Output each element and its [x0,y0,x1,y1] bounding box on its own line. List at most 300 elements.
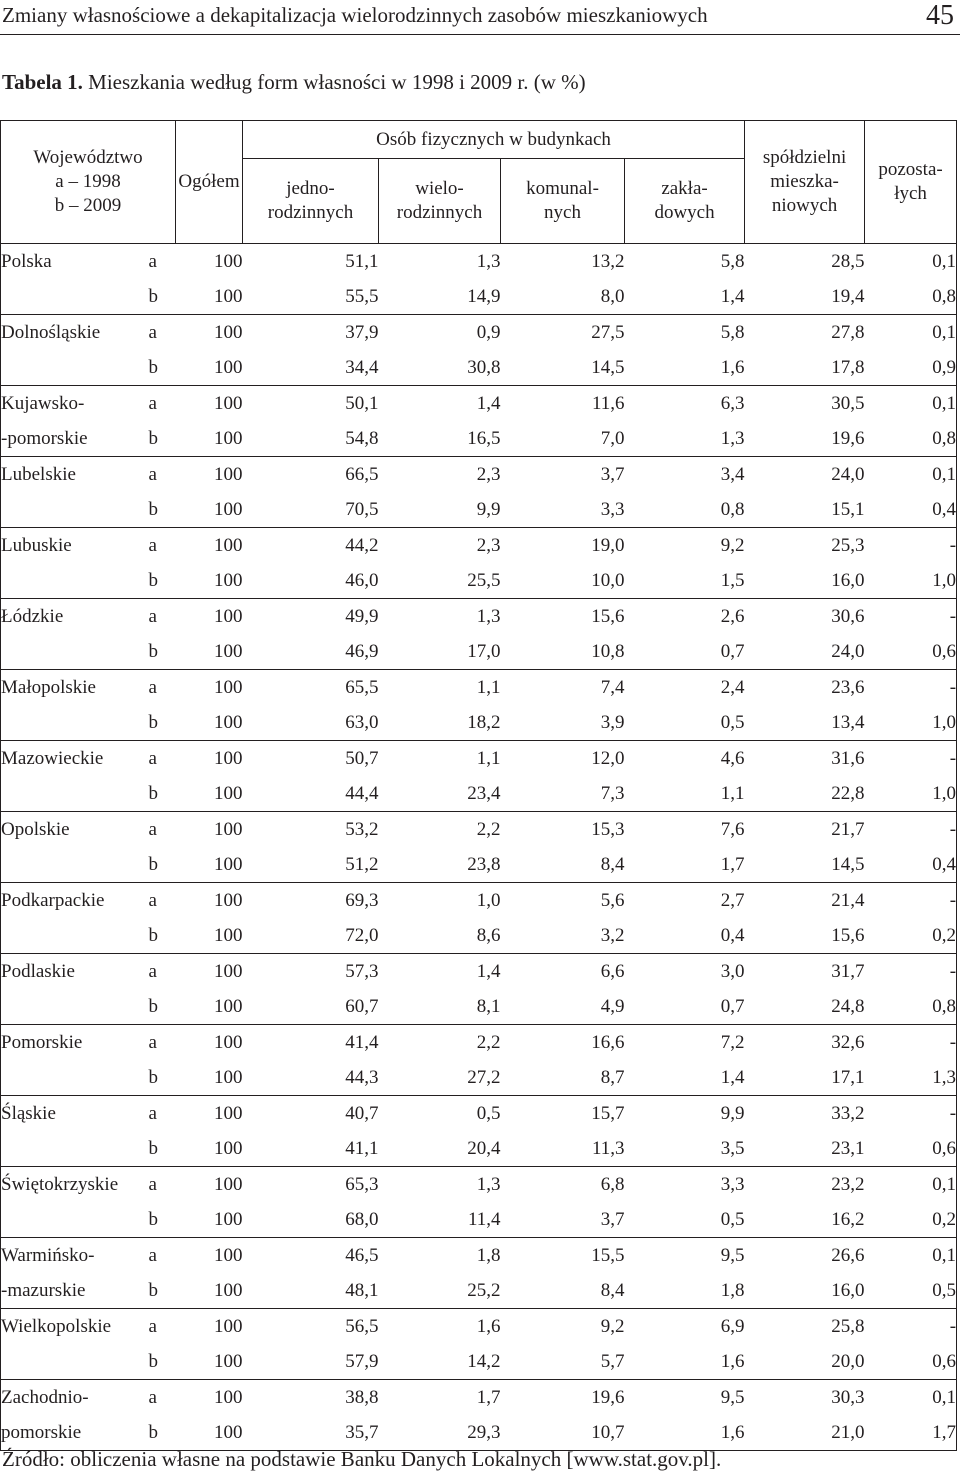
cell-zakladowych: 1,6 [625,1344,745,1380]
cell-pozostalych: 0,6 [865,1131,957,1167]
cell-spoldzielni: 16,0 [745,563,865,599]
cell-wielorodzinnych: 1,6 [379,1309,501,1345]
header-pozostalych-line1: pozosta- [878,159,943,180]
table-row [1,1380,957,1416]
cell-zakladowych: 1,8 [625,1273,745,1309]
cell-wielorodzinnych: 16,5 [379,421,501,457]
cell-pozostalych: 0,1 [865,1238,957,1274]
table-row [1,1273,957,1309]
cell-spoldzielni: 20,0 [745,1344,865,1380]
voivodeship-name [1,492,149,528]
row-label: a [149,1096,176,1132]
row-label: b [149,1060,176,1096]
cell-spoldzielni: 24,0 [745,457,865,493]
table-row [1,847,957,883]
cell-spoldzielni: 15,6 [745,918,865,954]
voivodeship-name [1,1060,149,1096]
cell-pozostalych: 0,1 [865,1167,957,1203]
row-label: a [149,1025,176,1061]
voivodeship-name: Zachodnio- [1,1380,149,1416]
cell-spoldzielni: 15,1 [745,492,865,528]
cell-komunalnych: 14,5 [501,350,625,386]
cell-zakladowych: 7,6 [625,812,745,848]
cell-ogolem: 100 [176,457,243,493]
header-wojewodztwo [1,121,176,244]
header-ogolem: Ogółem [176,121,243,244]
cell-jednorodzinnych: 70,5 [243,492,379,528]
page-header [0,0,960,36]
header-komunal-line1: komunal- [526,178,599,199]
cell-jednorodzinnych: 57,3 [243,954,379,990]
cell-komunalnych: 8,0 [501,279,625,315]
cell-pozostalych: 0,4 [865,492,957,528]
row-label: a [149,670,176,706]
header-spoldzielni-line3: niowych [771,195,838,216]
cell-wielorodzinnych: 23,8 [379,847,501,883]
cell-komunalnych: 8,7 [501,1060,625,1096]
cell-jednorodzinnych: 35,7 [243,1415,379,1451]
table-row [1,1131,957,1167]
cell-wielorodzinnych: 25,2 [379,1273,501,1309]
cell-komunalnych: 3,7 [501,1202,625,1238]
cell-komunalnych: 19,0 [501,528,625,564]
cell-ogolem: 100 [176,812,243,848]
voivodeship-name: Małopolskie [1,670,149,706]
row-label: b [149,634,176,670]
voivodeship-name: Podlaskie [1,954,149,990]
cell-jednorodzinnych: 37,9 [243,315,379,351]
cell-spoldzielni: 22,8 [745,776,865,812]
cell-wielorodzinnych: 8,1 [379,989,501,1025]
voivodeship-name: Warmińsko- [1,1238,149,1274]
cell-spoldzielni: 23,6 [745,670,865,706]
cell-pozostalych: - [865,954,957,990]
table-row [1,989,957,1025]
row-label: b [149,918,176,954]
cell-wielorodzinnych: 25,5 [379,563,501,599]
cell-pozostalych: 0,1 [865,457,957,493]
cell-ogolem: 100 [176,563,243,599]
cell-komunalnych: 19,6 [501,1380,625,1416]
row-label: a [149,599,176,635]
row-label: a [149,812,176,848]
header-pozostalych [865,121,957,244]
cell-komunalnych: 27,5 [501,315,625,351]
cell-spoldzielni: 25,8 [745,1309,865,1345]
table-row [1,1096,957,1132]
cell-wielorodzinnych: 8,6 [379,918,501,954]
cell-ogolem: 100 [176,528,243,564]
cell-zakladowych: 1,5 [625,563,745,599]
cell-wielorodzinnych: 1,4 [379,954,501,990]
voivodeship-name: Wielkopolskie [1,1309,149,1345]
cell-jednorodzinnych: 65,3 [243,1167,379,1203]
cell-jednorodzinnych: 72,0 [243,918,379,954]
cell-zakladowych: 3,4 [625,457,745,493]
cell-komunalnych: 3,9 [501,705,625,741]
row-label: b [149,776,176,812]
voivodeship-name [1,776,149,812]
cell-jednorodzinnych: 48,1 [243,1273,379,1309]
cell-zakladowych: 5,8 [625,244,745,280]
table-row [1,1202,957,1238]
cell-wielorodzinnych: 14,9 [379,279,501,315]
cell-zakladowych: 2,4 [625,670,745,706]
cell-ogolem: 100 [176,350,243,386]
cell-ogolem: 100 [176,1344,243,1380]
cell-wielorodzinnych: 1,0 [379,883,501,919]
page-number: 45 [926,0,954,31]
cell-wielorodzinnych: 11,4 [379,1202,501,1238]
row-label: a [149,1380,176,1416]
table-row [1,1060,957,1096]
cell-ogolem: 100 [176,1096,243,1132]
table-row [1,634,957,670]
cell-ogolem: 100 [176,989,243,1025]
cell-ogolem: 100 [176,1131,243,1167]
header-komunal-line2: nych [544,202,581,223]
row-label: a [149,954,176,990]
cell-ogolem: 100 [176,883,243,919]
table-row [1,244,957,280]
cell-ogolem: 100 [176,1202,243,1238]
table-row [1,776,957,812]
cell-zakladowych: 3,0 [625,954,745,990]
cell-pozostalych: - [865,599,957,635]
header-jedno-line2: rodzinnych [267,202,354,223]
cell-spoldzielni: 23,1 [745,1131,865,1167]
table-row [1,1167,957,1203]
header-osob-fizycznych: Osób fizycznych w budynkach [243,121,745,159]
row-label: b [149,1344,176,1380]
voivodeship-name [1,634,149,670]
cell-spoldzielni: 30,5 [745,386,865,422]
cell-komunalnych: 15,5 [501,1238,625,1274]
cell-jednorodzinnych: 44,4 [243,776,379,812]
cell-pozostalych: - [865,812,957,848]
source-note: Źródło: obliczenia własne na podstawie Banku Danych Lokalnych [www.stat.gov.pl]. [2,1447,722,1471]
cell-ogolem: 100 [176,1309,243,1345]
cell-spoldzielni: 17,1 [745,1060,865,1096]
cell-spoldzielni: 31,7 [745,954,865,990]
cell-pozostalych: - [865,741,957,777]
cell-wielorodzinnych: 0,9 [379,315,501,351]
cell-ogolem: 100 [176,634,243,670]
cell-jednorodzinnych: 34,4 [243,350,379,386]
table-row [1,563,957,599]
voivodeship-name: Polska [1,244,149,280]
cell-zakladowych: 3,3 [625,1167,745,1203]
cell-zakladowych: 1,6 [625,350,745,386]
cell-zakladowych: 0,8 [625,492,745,528]
cell-komunalnych: 10,7 [501,1415,625,1451]
cell-spoldzielni: 21,4 [745,883,865,919]
header-wojewodztwo-line2: a – 1998 [55,171,121,192]
table-row [1,918,957,954]
cell-zakladowych: 9,9 [625,1096,745,1132]
row-label: a [149,1238,176,1274]
cell-ogolem: 100 [176,1025,243,1061]
row-label: b [149,492,176,528]
cell-zakladowych: 3,5 [625,1131,745,1167]
cell-ogolem: 100 [176,244,243,280]
cell-komunalnych: 15,3 [501,812,625,848]
cell-jednorodzinnych: 46,5 [243,1238,379,1274]
cell-pozostalych: 0,9 [865,350,957,386]
row-label: b [149,705,176,741]
row-label: b [149,1415,176,1451]
table-row [1,350,957,386]
row-label: b [149,1131,176,1167]
cell-ogolem: 100 [176,1167,243,1203]
cell-wielorodzinnych: 1,1 [379,670,501,706]
row-label: b [149,1202,176,1238]
row-label: a [149,386,176,422]
header-zakladowych [625,159,745,244]
cell-spoldzielni: 19,4 [745,279,865,315]
cell-ogolem: 100 [176,1415,243,1451]
cell-komunalnych: 4,9 [501,989,625,1025]
table-row [1,812,957,848]
cell-komunalnych: 6,8 [501,1167,625,1203]
cell-wielorodzinnych: 18,2 [379,705,501,741]
cell-pozostalych: - [865,528,957,564]
cell-jednorodzinnych: 51,1 [243,244,379,280]
header-wielo-line1: wielo- [415,178,464,199]
voivodeship-name: pomorskie [1,1415,149,1451]
cell-zakladowych: 7,2 [625,1025,745,1061]
cell-pozostalych: 0,1 [865,315,957,351]
cell-komunalnych: 12,0 [501,741,625,777]
cell-wielorodzinnych: 2,2 [379,1025,501,1061]
cell-wielorodzinnych: 30,8 [379,350,501,386]
cell-jednorodzinnych: 54,8 [243,421,379,457]
cell-komunalnych: 15,7 [501,1096,625,1132]
cell-komunalnych: 13,2 [501,244,625,280]
header-wojewodztwo-line1: Województwo [33,147,143,168]
table-caption [2,70,586,95]
cell-wielorodzinnych: 23,4 [379,776,501,812]
voivodeship-name [1,350,149,386]
cell-zakladowych: 0,7 [625,634,745,670]
table-row [1,599,957,635]
voivodeship-name [1,1202,149,1238]
cell-zakladowych: 6,3 [625,386,745,422]
table-caption-text: Mieszkania według form własności w 1998 i 2009 r. (w %) [82,70,586,94]
row-label: a [149,528,176,564]
cell-jednorodzinnych: 51,2 [243,847,379,883]
table-row [1,1344,957,1380]
row-label: b [149,350,176,386]
cell-spoldzielni: 19,6 [745,421,865,457]
cell-komunalnych: 5,7 [501,1344,625,1380]
row-label: b [149,279,176,315]
voivodeship-name [1,1344,149,1380]
cell-wielorodzinnych: 1,4 [379,386,501,422]
cell-spoldzielni: 14,5 [745,847,865,883]
cell-jednorodzinnych: 50,7 [243,741,379,777]
table-body [1,244,957,1451]
cell-ogolem: 100 [176,741,243,777]
table-row [1,457,957,493]
table-row [1,741,957,777]
cell-wielorodzinnych: 2,2 [379,812,501,848]
cell-zakladowych: 6,9 [625,1309,745,1345]
cell-pozostalych: 1,0 [865,776,957,812]
cell-pozostalych: - [865,883,957,919]
row-label: a [149,1167,176,1203]
cell-jednorodzinnych: 38,8 [243,1380,379,1416]
voivodeship-name: Lubelskie [1,457,149,493]
cell-spoldzielni: 28,5 [745,244,865,280]
cell-spoldzielni: 23,2 [745,1167,865,1203]
cell-pozostalych: - [865,1025,957,1061]
cell-pozostalych: 0,1 [865,386,957,422]
row-label: a [149,741,176,777]
cell-jednorodzinnych: 65,5 [243,670,379,706]
cell-spoldzielni: 25,3 [745,528,865,564]
table-row [1,386,957,422]
table-row [1,670,957,706]
voivodeship-name: Opolskie [1,812,149,848]
voivodeship-name: Podkarpackie [1,883,149,919]
cell-ogolem: 100 [176,847,243,883]
cell-ogolem: 100 [176,279,243,315]
cell-pozostalych: 0,6 [865,634,957,670]
cell-komunalnych: 7,3 [501,776,625,812]
cell-ogolem: 100 [176,705,243,741]
cell-spoldzielni: 27,8 [745,315,865,351]
cell-spoldzielni: 21,0 [745,1415,865,1451]
cell-ogolem: 100 [176,599,243,635]
voivodeship-name: Świętokrzyskie [1,1167,149,1203]
cell-komunalnych: 10,8 [501,634,625,670]
voivodeship-name [1,563,149,599]
cell-pozostalych: 1,0 [865,705,957,741]
cell-jednorodzinnych: 44,3 [243,1060,379,1096]
header-zaklad-line2: dowych [654,202,715,223]
header-spoldzielni [745,121,865,244]
cell-jednorodzinnych: 41,4 [243,1025,379,1061]
cell-komunalnych: 8,4 [501,847,625,883]
cell-ogolem: 100 [176,1273,243,1309]
cell-wielorodzinnych: 1,8 [379,1238,501,1274]
table-row [1,1238,957,1274]
cell-pozostalych: 0,8 [865,421,957,457]
header-wielo-line2: rodzinnych [396,202,483,223]
cell-spoldzielni: 32,6 [745,1025,865,1061]
cell-pozostalych: 0,5 [865,1273,957,1309]
row-label: a [149,883,176,919]
table-row [1,315,957,351]
row-label: b [149,421,176,457]
cell-jednorodzinnych: 40,7 [243,1096,379,1132]
running-title: Zmiany własnościowe a dekapitalizacja wielorodzinnych zasobów mieszkaniowych [2,3,708,27]
cell-komunalnych: 3,3 [501,492,625,528]
row-label: a [149,315,176,351]
cell-jednorodzinnych: 53,2 [243,812,379,848]
table-row [1,883,957,919]
cell-jednorodzinnych: 63,0 [243,705,379,741]
cell-komunalnych: 7,0 [501,421,625,457]
row-label: a [149,1309,176,1345]
cell-zakladowych: 1,4 [625,1060,745,1096]
table-row [1,954,957,990]
cell-wielorodzinnych: 1,1 [379,741,501,777]
cell-zakladowych: 0,7 [625,989,745,1025]
voivodeship-name: -pomorskie [1,421,149,457]
cell-pozostalych: 0,1 [865,244,957,280]
voivodeship-name [1,1131,149,1167]
voivodeship-name: Łódzkie [1,599,149,635]
cell-spoldzielni: 16,0 [745,1273,865,1309]
cell-pozostalych: 1,7 [865,1415,957,1451]
header-spoldzielni-line1: spółdzielni [762,147,847,168]
cell-zakladowych: 1,3 [625,421,745,457]
header-jednorodzinnych [243,159,379,244]
cell-wielorodzinnych: 1,3 [379,244,501,280]
cell-wielorodzinnych: 1,3 [379,1167,501,1203]
cell-jednorodzinnych: 56,5 [243,1309,379,1345]
header-zaklad-line1: zakła- [661,178,708,199]
cell-komunalnych: 8,4 [501,1273,625,1309]
cell-wielorodzinnych: 27,2 [379,1060,501,1096]
cell-pozostalych: 0,2 [865,1202,957,1238]
cell-komunalnych: 15,6 [501,599,625,635]
cell-spoldzielni: 21,7 [745,812,865,848]
cell-pozostalych: 0,6 [865,1344,957,1380]
cell-zakladowych: 2,7 [625,883,745,919]
cell-wielorodzinnych: 1,7 [379,1380,501,1416]
header-wielorodzinnych [379,159,501,244]
cell-jednorodzinnych: 55,5 [243,279,379,315]
cell-spoldzielni: 13,4 [745,705,865,741]
cell-ogolem: 100 [176,954,243,990]
cell-jednorodzinnych: 46,9 [243,634,379,670]
voivodeship-name [1,989,149,1025]
cell-pozostalych: 1,0 [865,563,957,599]
voivodeship-name: Dolnośląskie [1,315,149,351]
cell-pozostalych: - [865,1096,957,1132]
cell-jednorodzinnych: 57,9 [243,1344,379,1380]
voivodeship-name: -mazurskie [1,1273,149,1309]
cell-jednorodzinnych: 66,5 [243,457,379,493]
cell-komunalnych: 3,7 [501,457,625,493]
cell-zakladowych: 9,2 [625,528,745,564]
voivodeship-name: Pomorskie [1,1025,149,1061]
cell-zakladowych: 4,6 [625,741,745,777]
cell-spoldzielni: 24,8 [745,989,865,1025]
table-row [1,1415,957,1451]
table-caption-label: Tabela 1. [2,70,83,94]
cell-komunalnych: 6,6 [501,954,625,990]
cell-spoldzielni: 31,6 [745,741,865,777]
cell-pozostalych: - [865,670,957,706]
cell-ogolem: 100 [176,315,243,351]
cell-ogolem: 100 [176,1060,243,1096]
cell-pozostalych: 0,8 [865,989,957,1025]
cell-pozostalych: - [865,1309,957,1345]
voivodeship-name [1,705,149,741]
cell-spoldzielni: 26,6 [745,1238,865,1274]
cell-komunalnych: 3,2 [501,918,625,954]
row-label: a [149,457,176,493]
table-row [1,421,957,457]
row-label: b [149,1273,176,1309]
cell-komunalnych: 7,4 [501,670,625,706]
cell-spoldzielni: 17,8 [745,350,865,386]
cell-pozostalych: 0,8 [865,279,957,315]
